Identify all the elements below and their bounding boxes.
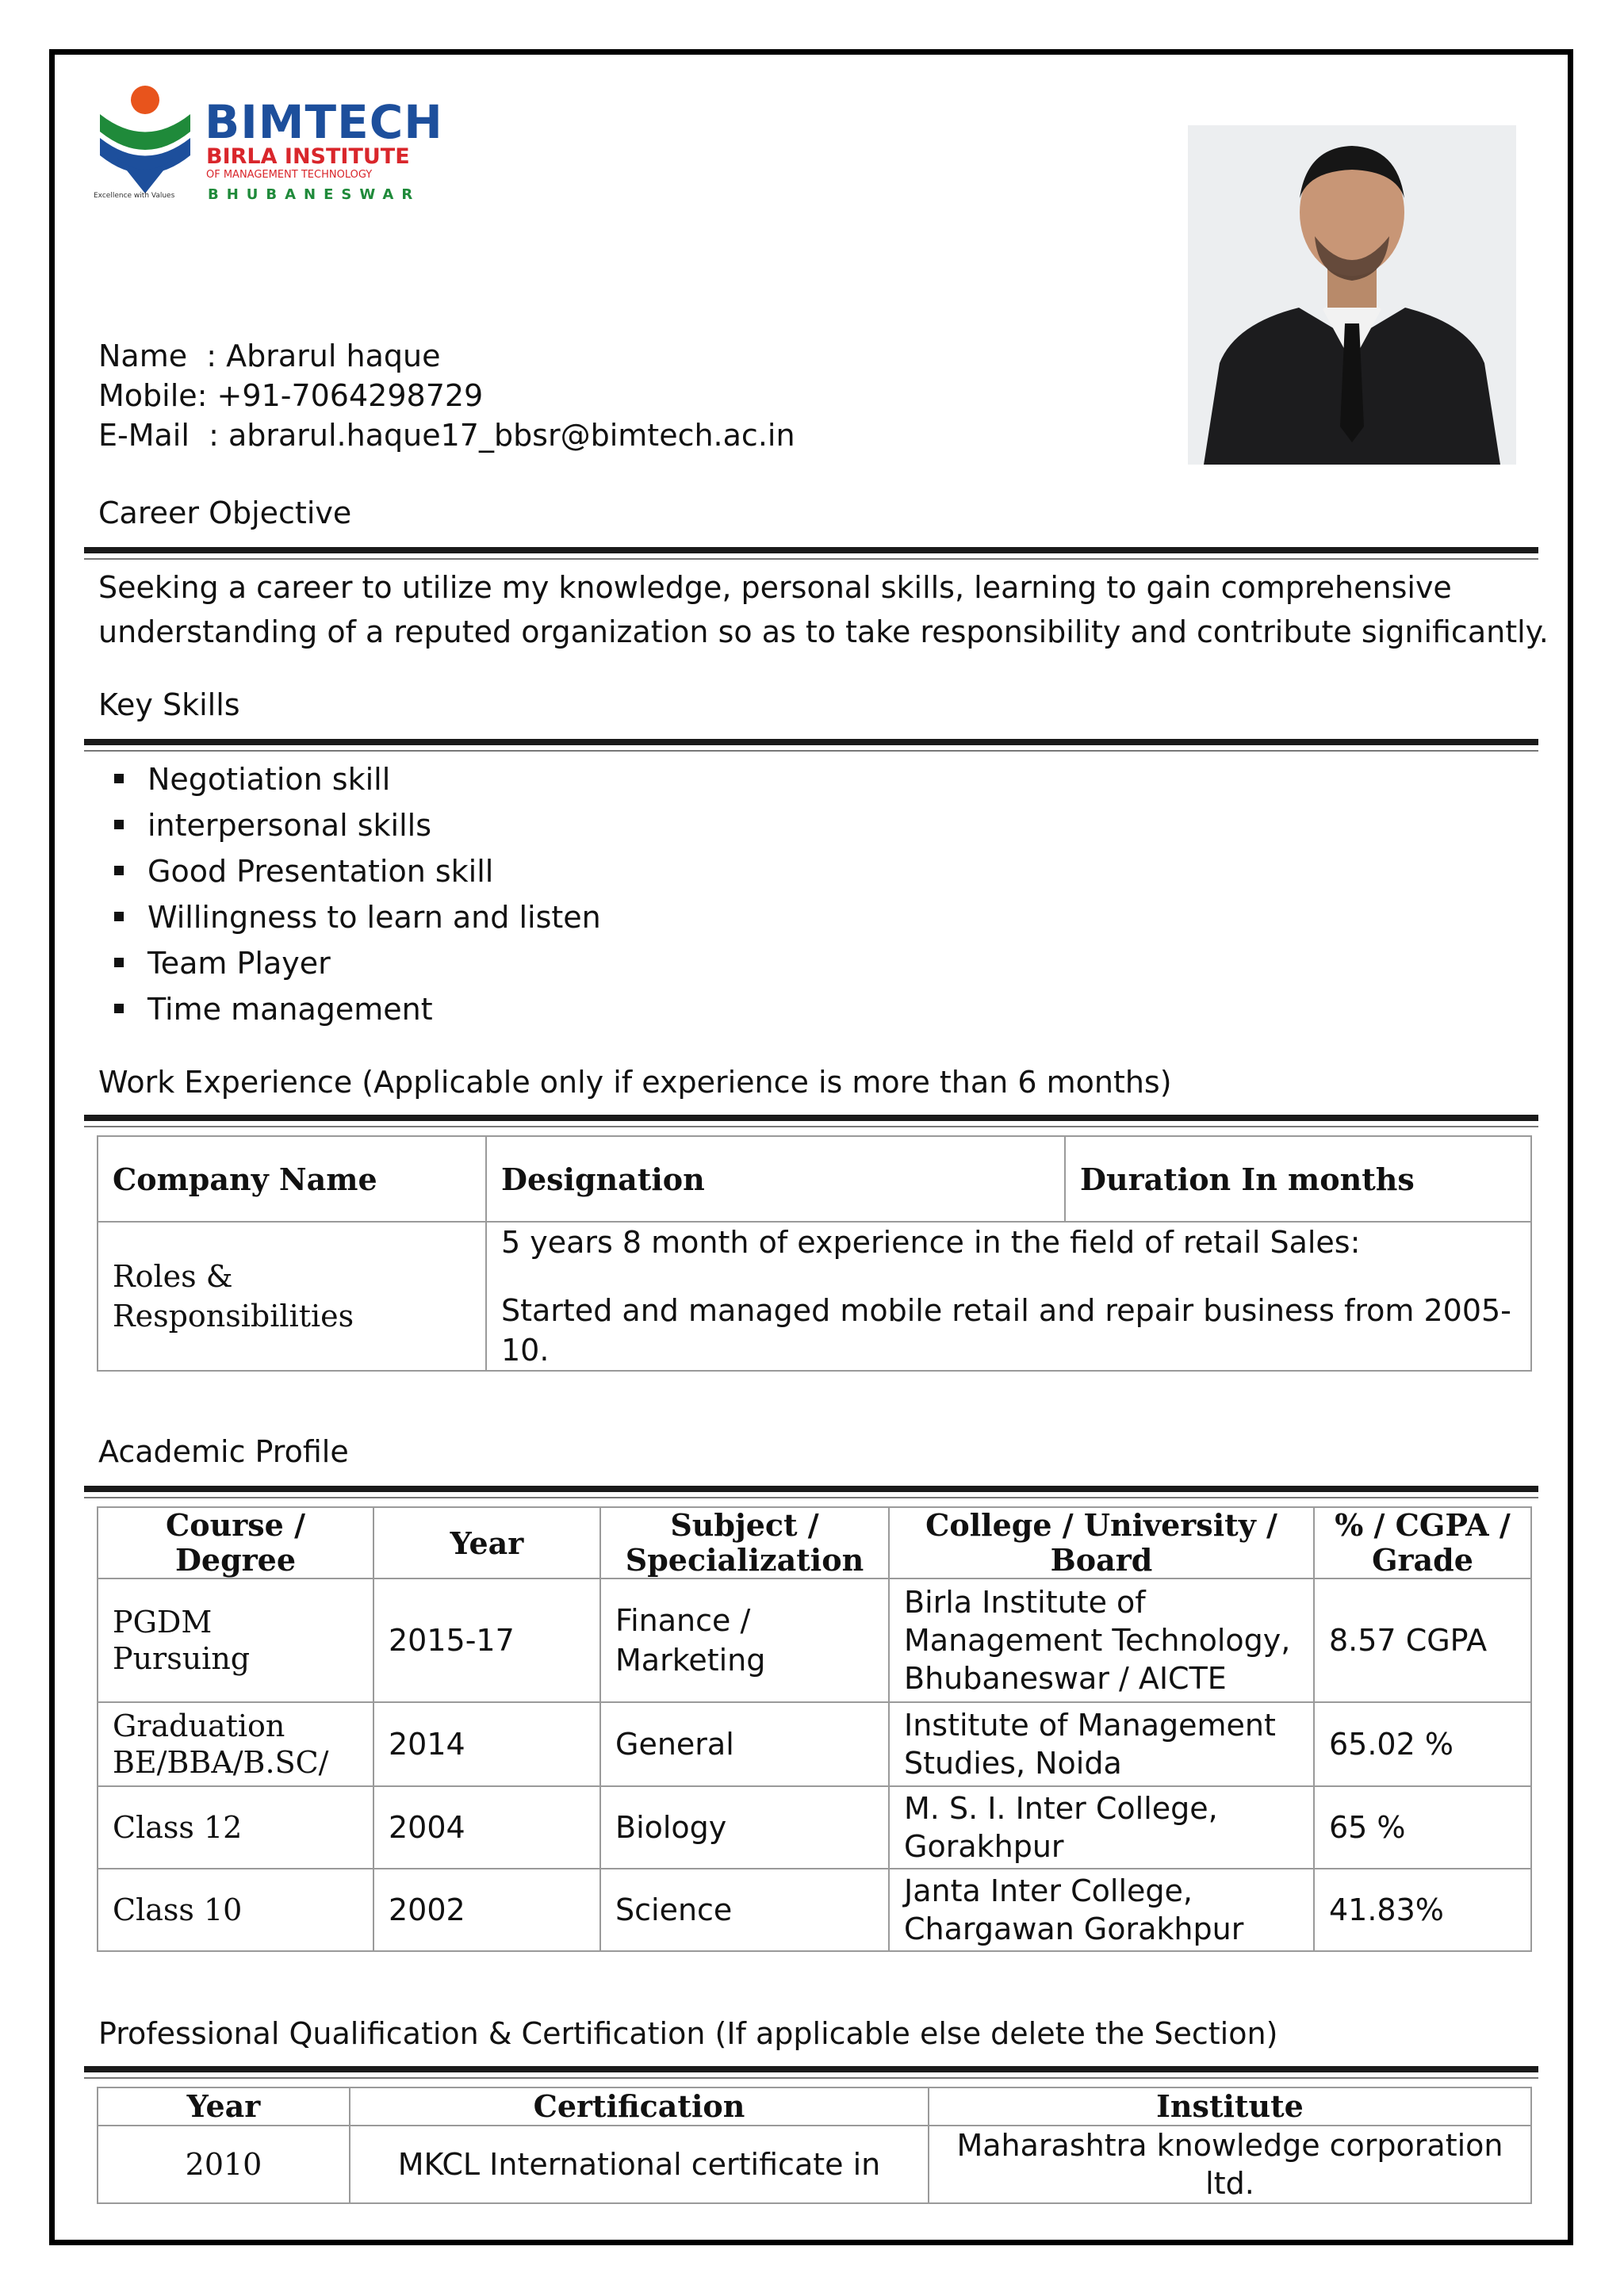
work-experience-heading: Work Experience (Applicable only if experience is more than 6 months) xyxy=(98,1065,1172,1100)
header-line: % / CGPA / xyxy=(1335,1507,1511,1543)
skill-label: Willingness to learn and listen xyxy=(147,900,601,935)
header-line: Grade xyxy=(1372,1542,1473,1578)
roles-description xyxy=(486,1222,1531,1371)
certification-rule xyxy=(84,2066,1538,2072)
mobile-value: +91-7064298729 xyxy=(216,378,484,413)
cert-year-cell: 2010 xyxy=(98,2126,350,2203)
cell-line: Management Technology, xyxy=(904,1623,1291,1658)
bullet-icon xyxy=(114,1004,124,1013)
course-cell xyxy=(98,1702,373,1786)
list-item xyxy=(98,897,1050,943)
list-item xyxy=(98,989,1050,1035)
grade-cell: 65.02 % xyxy=(1314,1702,1531,1786)
logo-line1: BIRLA INSTITUTE xyxy=(206,144,410,169)
academic-profile-rule-thin xyxy=(84,1497,1538,1498)
year-cell: 2004 xyxy=(373,1786,600,1869)
table-row xyxy=(98,1507,1531,1578)
col-cert-year: Year xyxy=(98,2087,350,2126)
list-item xyxy=(98,851,1050,897)
contact-name xyxy=(98,336,441,376)
table-row xyxy=(98,1869,1531,1951)
skill-label: Team Player xyxy=(147,946,331,981)
person-photo-icon xyxy=(1188,125,1516,465)
cell-line: Institute of Management xyxy=(904,1708,1276,1743)
career-objective-line2: understanding of a reputed organization so as to take responsibility and contribute significantly. xyxy=(98,614,1549,649)
cell-line: Studies, Noida xyxy=(904,1746,1122,1781)
logo-name: BIMTECH xyxy=(205,95,443,149)
key-skills-list xyxy=(98,760,1050,1035)
subject-cell: Science xyxy=(600,1869,889,1951)
roles-label: Roles & Responsibilities xyxy=(98,1222,486,1371)
work-experience-table xyxy=(97,1135,1532,1372)
table-row xyxy=(98,1702,1531,1786)
col-certification: Certification xyxy=(350,2087,929,2126)
roles-line2: Started and managed mobile retail and repair business from 2005-10. xyxy=(501,1293,1511,1368)
table-row xyxy=(98,2126,1531,2203)
col-institute: Institute xyxy=(929,2087,1531,2126)
career-objective-rule-thin xyxy=(84,558,1538,560)
bullet-icon xyxy=(114,866,124,875)
college-cell xyxy=(889,1702,1314,1786)
cell-line: Pursuing xyxy=(113,1641,251,1676)
logo-emblem-icon xyxy=(94,82,197,201)
grade-cell: 65 % xyxy=(1314,1786,1531,1869)
career-objective-heading: Career Objective xyxy=(98,496,352,530)
career-objective-rule xyxy=(84,547,1538,553)
cell-line: Finance / xyxy=(615,1603,751,1638)
profile-photo xyxy=(1188,125,1516,465)
grade-cell: 8.57 CGPA xyxy=(1314,1578,1531,1702)
list-item xyxy=(98,943,1050,989)
mobile-label: Mobile: xyxy=(98,378,208,413)
header-line: Subject / xyxy=(670,1507,819,1543)
cell-line: BE/BBA/B.SC/ xyxy=(113,1745,329,1780)
table-row xyxy=(98,2087,1531,2126)
cell-line: M. S. I. Inter College, xyxy=(904,1791,1218,1826)
name-label: Name xyxy=(98,339,188,373)
contact-email xyxy=(98,415,795,455)
header-line: Degree xyxy=(174,1542,297,1578)
college-cell xyxy=(889,1578,1314,1702)
certification-table xyxy=(97,2087,1532,2204)
table-row xyxy=(98,1786,1531,1869)
college-cell xyxy=(889,1786,1314,1869)
year-cell: 2014 xyxy=(373,1702,600,1786)
header-line: College / University / xyxy=(925,1507,1277,1543)
cell-line: Graduation xyxy=(113,1709,285,1743)
table-row xyxy=(98,1222,1531,1371)
col-subject xyxy=(600,1507,889,1578)
bullet-icon xyxy=(114,774,124,783)
cell-line: Marketing xyxy=(615,1643,766,1678)
bullet-icon xyxy=(114,912,124,921)
academic-profile-table xyxy=(97,1506,1532,1952)
cell-line: Birla Institute of xyxy=(904,1585,1146,1620)
roles-line1: 5 years 8 month of experience in the field of retail Sales: xyxy=(501,1225,1361,1260)
header-line: Course / xyxy=(166,1507,305,1543)
col-duration: Duration In months xyxy=(1065,1136,1531,1222)
work-experience-rule-thin xyxy=(84,1126,1538,1127)
email-label: E-Mail xyxy=(98,418,190,453)
academic-profile-rule xyxy=(84,1486,1538,1492)
bimtech-logo xyxy=(94,82,458,209)
skill-label: interpersonal skills xyxy=(147,808,431,843)
work-experience-rule xyxy=(84,1115,1538,1121)
cell-line: Gorakhpur xyxy=(904,1829,1064,1864)
course-cell xyxy=(98,1578,373,1702)
cell-line: Janta Inter College, xyxy=(904,1873,1193,1908)
logo-city: BHUBANESWAR xyxy=(208,186,421,203)
key-skills-rule-thin xyxy=(84,750,1538,752)
cell-line: PGDM xyxy=(113,1605,213,1640)
contact-mobile xyxy=(98,376,483,415)
course-cell: Class 12 xyxy=(98,1786,373,1869)
subject-cell: General xyxy=(600,1702,889,1786)
col-designation: Designation xyxy=(486,1136,1065,1222)
career-objective-line1: Seeking a career to utilize my knowledge, personal skills, learning to gain comprehensive xyxy=(98,570,1452,605)
cert-institute-cell: Maharashtra knowledge corporation ltd. xyxy=(929,2126,1531,2203)
col-company-name: Company Name xyxy=(98,1136,486,1222)
skill-label: Good Presentation skill xyxy=(147,854,494,889)
key-skills-rule xyxy=(84,739,1538,745)
certification-heading: Professional Qualification & Certification (If applicable else delete the Section) xyxy=(98,2016,1278,2051)
key-skills-heading: Key Skills xyxy=(98,687,240,722)
cell-line: Bhubaneswar / AICTE xyxy=(904,1661,1227,1696)
header-line: Board xyxy=(1050,1542,1153,1578)
subject-cell xyxy=(600,1578,889,1702)
year-cell: 2015-17 xyxy=(373,1578,600,1702)
skill-label: Negotiation skill xyxy=(147,762,391,797)
list-item xyxy=(98,760,1050,806)
academic-profile-heading: Academic Profile xyxy=(98,1434,349,1469)
list-item xyxy=(98,806,1050,851)
bullet-icon xyxy=(114,820,124,829)
bullet-icon xyxy=(114,958,124,967)
header-line: Specialization xyxy=(625,1542,864,1578)
cert-name-cell: MKCL International certificate in xyxy=(350,2126,929,2203)
table-row xyxy=(98,1136,1531,1222)
table-row xyxy=(98,1578,1531,1702)
subject-cell: Biology xyxy=(600,1786,889,1869)
certification-rule-thin xyxy=(84,2077,1538,2079)
cell-line: Chargawan Gorakhpur xyxy=(904,1911,1244,1946)
college-cell xyxy=(889,1869,1314,1951)
skill-label: Time management xyxy=(147,992,433,1027)
grade-cell: 41.83% xyxy=(1314,1869,1531,1951)
col-college xyxy=(889,1507,1314,1578)
year-cell: 2002 xyxy=(373,1869,600,1951)
col-course xyxy=(98,1507,373,1578)
logo-line2: OF MANAGEMENT TECHNOLOGY xyxy=(206,169,373,181)
col-year: Year xyxy=(373,1507,600,1578)
col-grade xyxy=(1314,1507,1531,1578)
email-value: : abrarul.haque17_bbsr@bimtech.ac.in xyxy=(209,418,795,453)
name-value: : Abrarul haque xyxy=(206,339,441,373)
logo-tagline: Excellence with Values xyxy=(94,192,175,200)
course-cell: Class 10 xyxy=(98,1869,373,1951)
